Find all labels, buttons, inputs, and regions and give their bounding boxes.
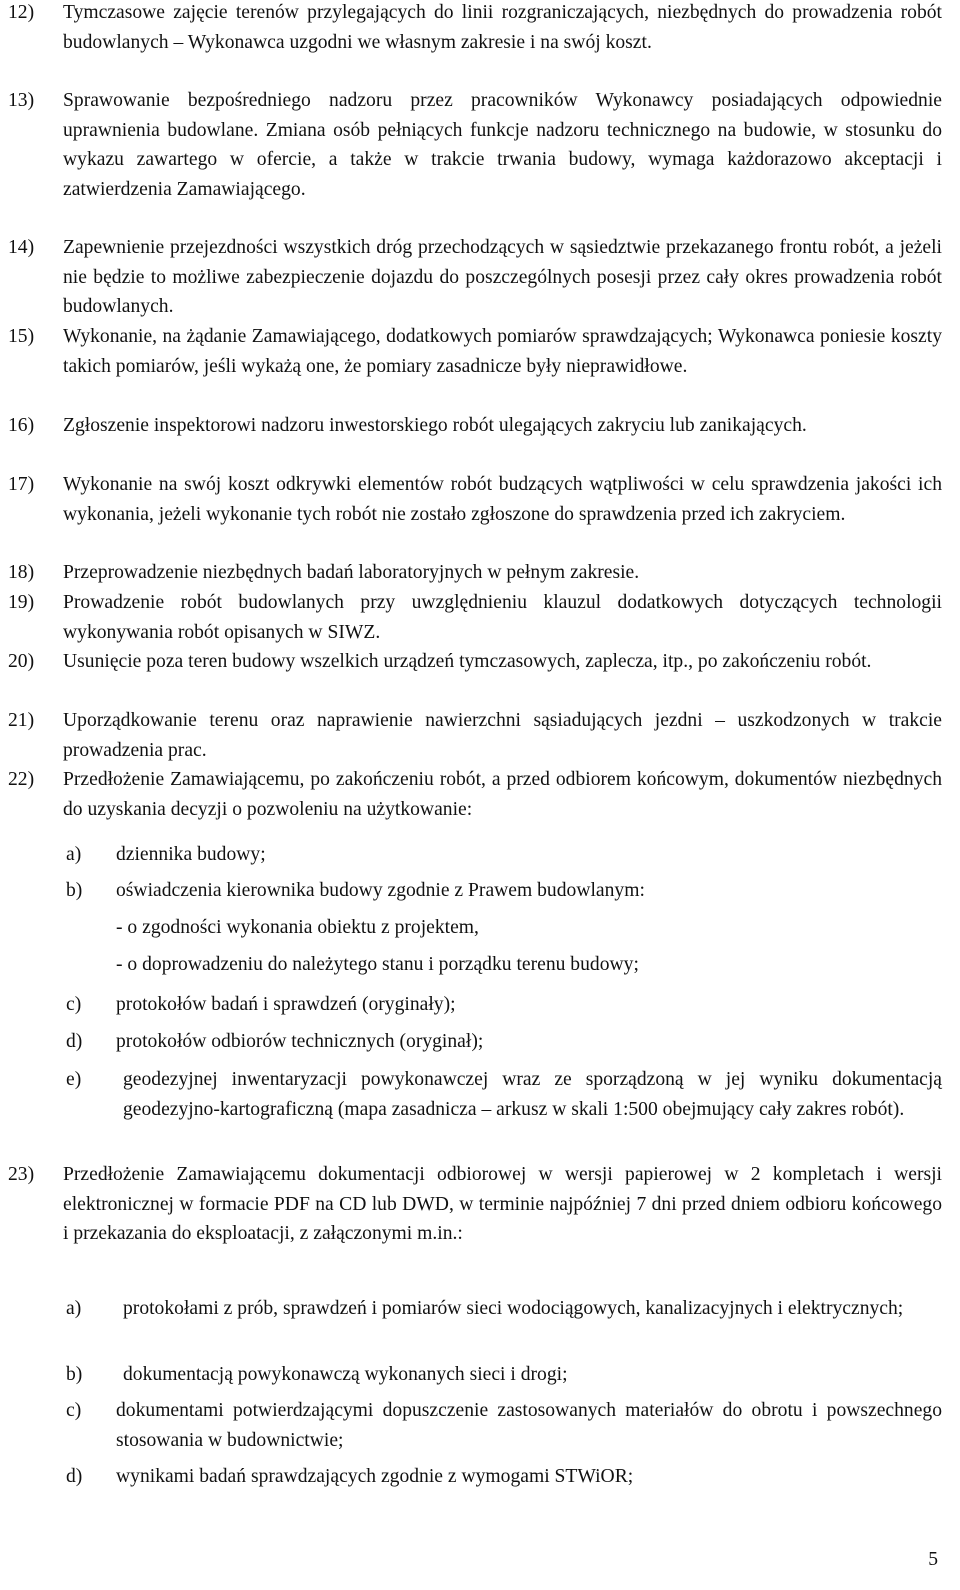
list-item-22	[8, 765, 942, 824]
sub-item-text: dziennika budowy;	[116, 844, 266, 865]
item-text: Zgłoszenie inspektorowi nadzoru inwestorskiego robót ulegających zakryciu lub zanikających.	[63, 415, 807, 436]
item-text: Tymczasowe zajęcie terenów przylegających do linii rozgraniczających, niezbędnych do prowadzenia robót budowlanych – Wykonawca uzgodni we własnym zakresie i na swój koszt.	[63, 2, 942, 53]
list-item-21	[8, 706, 942, 765]
sub-item-letter: d)	[66, 1031, 83, 1052]
sub-item-22b	[66, 876, 942, 906]
item-text: Sprawowanie bezpośredniego nadzoru przez pracowników Wykonawcy posiadających odpowiednie uprawnienia budowlane. Zmiana osób pełniących funkcje nadzoru technicznego na budowie, w stosunku do wykazu zawartego w ofercie, a także w trakcie trwania budowy, wymaga każdorazowo akceptacji i zatwierdzenia Zamawiającego.	[63, 90, 942, 200]
sub-item-text: protokołów odbiorów technicznych (oryginał);	[116, 1031, 484, 1052]
list-item-23	[8, 1160, 942, 1249]
sub-item-letter: b)	[66, 880, 83, 901]
sub-item-text: protokołów badań i sprawdzeń (oryginały);	[116, 994, 456, 1015]
item-number: 17)	[8, 474, 35, 495]
sub-item-letter: a)	[66, 1298, 82, 1319]
sub-item-text: geodezyjnej inwentaryzacji powykonawczej wraz ze sporządzoną w jej wyniku dokumentacją geodezyjno-kartograficzną (mapa zasadnicza – arkusz w skali 1:500 obejmujący cały zakres robót).	[123, 1069, 942, 1120]
sub-item-23d	[66, 1462, 942, 1492]
sub-item-letter: b)	[66, 1364, 83, 1385]
item-text: Przeprowadzenie niezbędnych badań laboratoryjnych w pełnym zakresie.	[63, 562, 640, 583]
dash-line: - o zgodności wykonania obiektu z projektem,	[116, 917, 479, 938]
item-number: 12)	[8, 2, 35, 23]
item-number: 13)	[8, 90, 35, 111]
item-text: Zapewnienie przejezdności wszystkich dróg przechodzących w sąsiedztwie przekazanego frontu robót, a jeżeli nie będzie to możliwe zabezpieczenie dojazdu do poszczególnych posesji przez cały okres prowadzenia robót budowlanych.	[63, 237, 942, 317]
page-number: 5	[928, 1549, 938, 1570]
sub-item-letter: a)	[66, 844, 82, 865]
item-text: Wykonanie na swój koszt odkrywki elementów robót budzących wątpliwości w celu sprawdzenia jakości ich wykonania, jeżeli wykonanie tych robót nie zostało zgłoszone do sprawdzenia przed ich zakryciem.	[63, 474, 942, 525]
item-number: 15)	[8, 326, 35, 347]
item-text: Wykonanie, na żądanie Zamawiającego, dodatkowych pomiarów sprawdzających; Wykonawca poniesie koszty takich pomiarów, jeśli wykażą one, że pomiary zasadnicze były nieprawidłowe.	[63, 326, 942, 377]
sub-item-letter: d)	[66, 1466, 83, 1487]
sub-item-text: dokumentami potwierdzającymi dopuszczenie zastosowanych materiałów do obrotu i powszechnego stosowania w budownictwie;	[116, 1400, 942, 1451]
item-number: 20)	[8, 651, 35, 672]
list-item-19	[8, 588, 942, 647]
item-number: 16)	[8, 415, 35, 436]
sub-item-22d	[66, 1027, 942, 1057]
sub-item-23c	[66, 1396, 942, 1455]
sub-item-22e	[66, 1065, 942, 1124]
item-number: 18)	[8, 562, 35, 583]
sub-item-text: dokumentacją powykonawczą wykonanych sieci i drogi;	[123, 1364, 568, 1385]
item-text: Przedłożenie Zamawiającemu dokumentacji odbiorowej w wersji papierowej w 2 kompletach i wersji elektronicznej w formacie PDF na CD lub DWD, w terminie najpóźniej 7 dni przed dniem odbioru końcowego i przekazania do eksploatacji, z załączonymi m.in.:	[63, 1164, 942, 1244]
sub-item-text: oświadczenia kierownika budowy zgodnie z Prawem budowlanym:	[116, 880, 645, 901]
sub-item-23a	[66, 1294, 942, 1324]
sub-item-22a	[66, 840, 942, 870]
list-item-18	[8, 558, 942, 588]
item-number: 21)	[8, 710, 35, 731]
dash-line: - o doprowadzeniu do należytego stanu i porządku terenu budowy;	[116, 954, 639, 975]
item-number: 19)	[8, 592, 35, 613]
item-number: 14)	[8, 237, 35, 258]
list-item-15	[8, 322, 942, 381]
sub-item-text: protokołami z prób, sprawdzeń i pomiarów sieci wodociągowych, kanalizacyjnych i elektrycznych;	[123, 1298, 904, 1319]
sub-item-letter: c)	[66, 994, 82, 1015]
item-text: Prowadzenie robót budowlanych przy uwzględnieniu klauzul dodatkowych dotyczących technologii wykonywania robót opisanych w SIWZ.	[63, 592, 942, 643]
item-number: 23)	[8, 1164, 35, 1185]
sub-item-22c	[66, 990, 942, 1020]
item-number: 22)	[8, 769, 35, 790]
sub-item-23b	[66, 1360, 942, 1390]
list-item-14	[8, 233, 942, 322]
item-text: Przedłożenie Zamawiającemu, po zakończeniu robót, a przed odbiorem końcowym, dokumentów niezbędnych do uzyskania decyzji o pozwoleniu na użytkowanie:	[63, 769, 942, 820]
list-item-16	[8, 411, 942, 441]
item-text: Usunięcie poza teren budowy wszelkich urządzeń tymczasowych, zaplecza, itp., po zakończeniu robót.	[63, 651, 872, 672]
sub-item-letter: e)	[66, 1069, 82, 1090]
sub-item-letter: c)	[66, 1400, 82, 1421]
item-text: Uporządkowanie terenu oraz naprawienie nawierzchni sąsiadujących jezdni – uszkodzonych w trakcie prowadzenia prac.	[63, 710, 942, 761]
list-item-13	[8, 86, 942, 204]
sub-item-text: wynikami badań sprawdzających zgodnie z wymogami STWiOR;	[116, 1466, 634, 1487]
list-item-20	[8, 647, 942, 677]
list-item-12	[8, 0, 942, 57]
list-item-17	[8, 470, 942, 529]
